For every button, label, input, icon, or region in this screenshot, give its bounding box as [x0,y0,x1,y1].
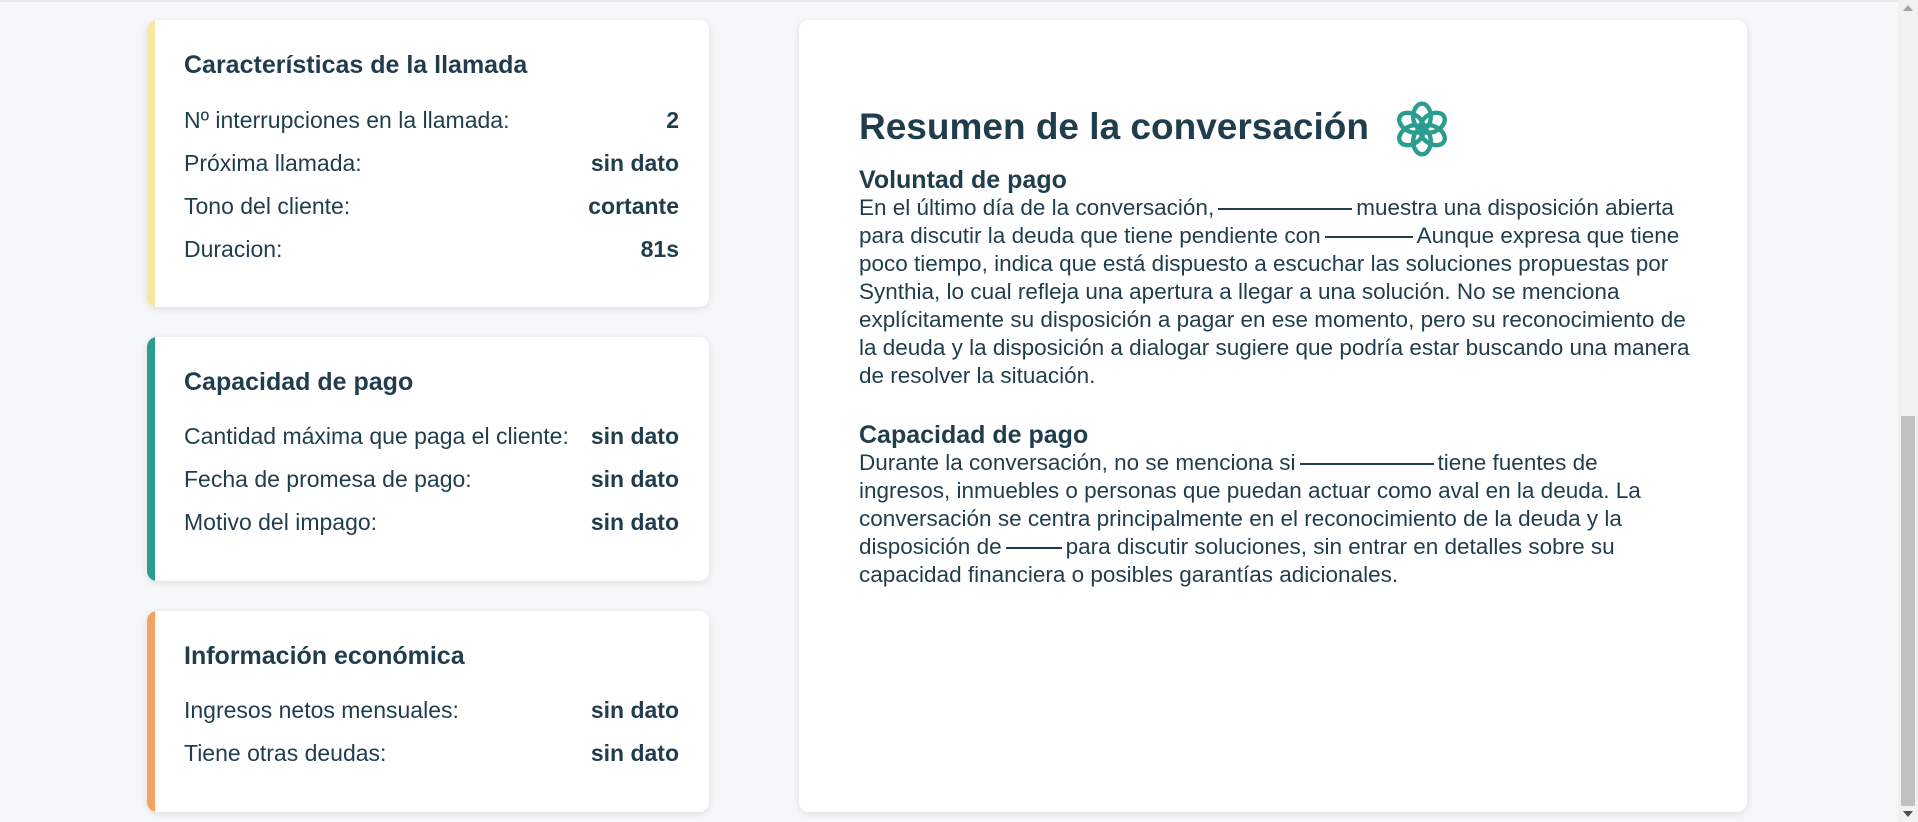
row-value: sin dato [590,697,679,723]
row-value: sin dato [590,740,679,766]
info-row [184,423,679,450]
info-row [184,466,679,493]
top-edge [0,0,1898,2]
text-part: Durante la conversación, no se menciona si [859,450,1296,475]
row-value: 2 [666,107,679,133]
row-label: Cantidad máxima que paga el cliente: [184,423,569,449]
text-part: muestra una disposición abierta para discutir la deuda que tiene pendiente con [859,195,1674,248]
section-text-capacidad [859,449,1691,589]
scroll-down-icon[interactable] [1903,811,1913,817]
card-title: Información económica [184,642,465,670]
row-label: Motivo del impago: [184,509,378,535]
info-row [184,740,679,767]
text-part: Aunque expresa que tiene poco tiempo, indica que está dispuesto a escuchar las soluciones propuestas por Synthia, lo cual refleja una apertura a llegar a una solución. No se menciona explícitamente su disposición a pagar en ese momento, pero su reconocimiento de la deuda y la disposición a dialogar sugiere que podría estar buscando una manera de resolver la situación. [859,223,1690,388]
row-label: Tiene otras deudas: [184,740,387,766]
section-title-voluntad: Voluntad de pago [859,166,1067,194]
section-title-capacidad: Capacidad de pago [859,421,1089,449]
row-value: sin dato [590,466,679,492]
info-row [184,697,679,724]
row-label: Nº interrupciones en la llamada: [184,107,510,133]
scroll-up-icon[interactable] [1903,5,1913,11]
call-characteristics-card [147,20,709,307]
card-accent-teal [147,337,155,581]
openai-logo-icon [1391,98,1453,160]
vertical-scrollbar[interactable] [1898,0,1918,822]
text-part: tiene fuentes de ingresos, inmuebles o personas que puedan actuar como aval en la deuda. La conversación se centra principalmente en el reconocimiento de la deuda y la disposición de [859,450,1641,559]
info-row [184,150,679,177]
redacted-name [1006,547,1062,549]
row-label: Fecha de promesa de pago: [184,466,472,492]
card-accent-yellow [147,20,155,307]
scrollbar-thumb[interactable] [1901,416,1915,806]
text-part: para discutir soluciones, sin entrar en detalles sobre su capacidad financiera o posibles garantías adicionales. [859,534,1615,587]
card-title: Características de la llamada [184,51,528,79]
info-row [184,107,679,134]
row-value: cortante [588,193,679,219]
card-accent-orange [147,611,155,812]
redacted-name [1300,463,1434,465]
row-label: Tono del cliente: [184,193,351,219]
summary-title: Resumen de la conversación [859,106,1369,147]
row-label: Ingresos netos mensuales: [184,697,459,723]
section-text-voluntad [859,194,1691,390]
redacted-name [1218,208,1352,210]
info-row [184,193,679,220]
row-value: 81s [640,236,679,262]
redacted-name [1325,236,1413,238]
card-title: Capacidad de pago [184,368,414,396]
info-row [184,509,679,536]
row-value: sin dato [590,509,679,535]
row-value: sin dato [590,150,679,176]
economic-info-card [147,611,709,812]
conversation-summary-panel [799,20,1747,812]
row-label: Duracion: [184,236,283,262]
row-label: Próxima llamada: [184,150,362,176]
row-value: sin dato [590,423,679,449]
payment-capacity-card [147,337,709,581]
info-row [184,236,679,263]
text-part: En el último día de la conversación, [859,195,1215,220]
